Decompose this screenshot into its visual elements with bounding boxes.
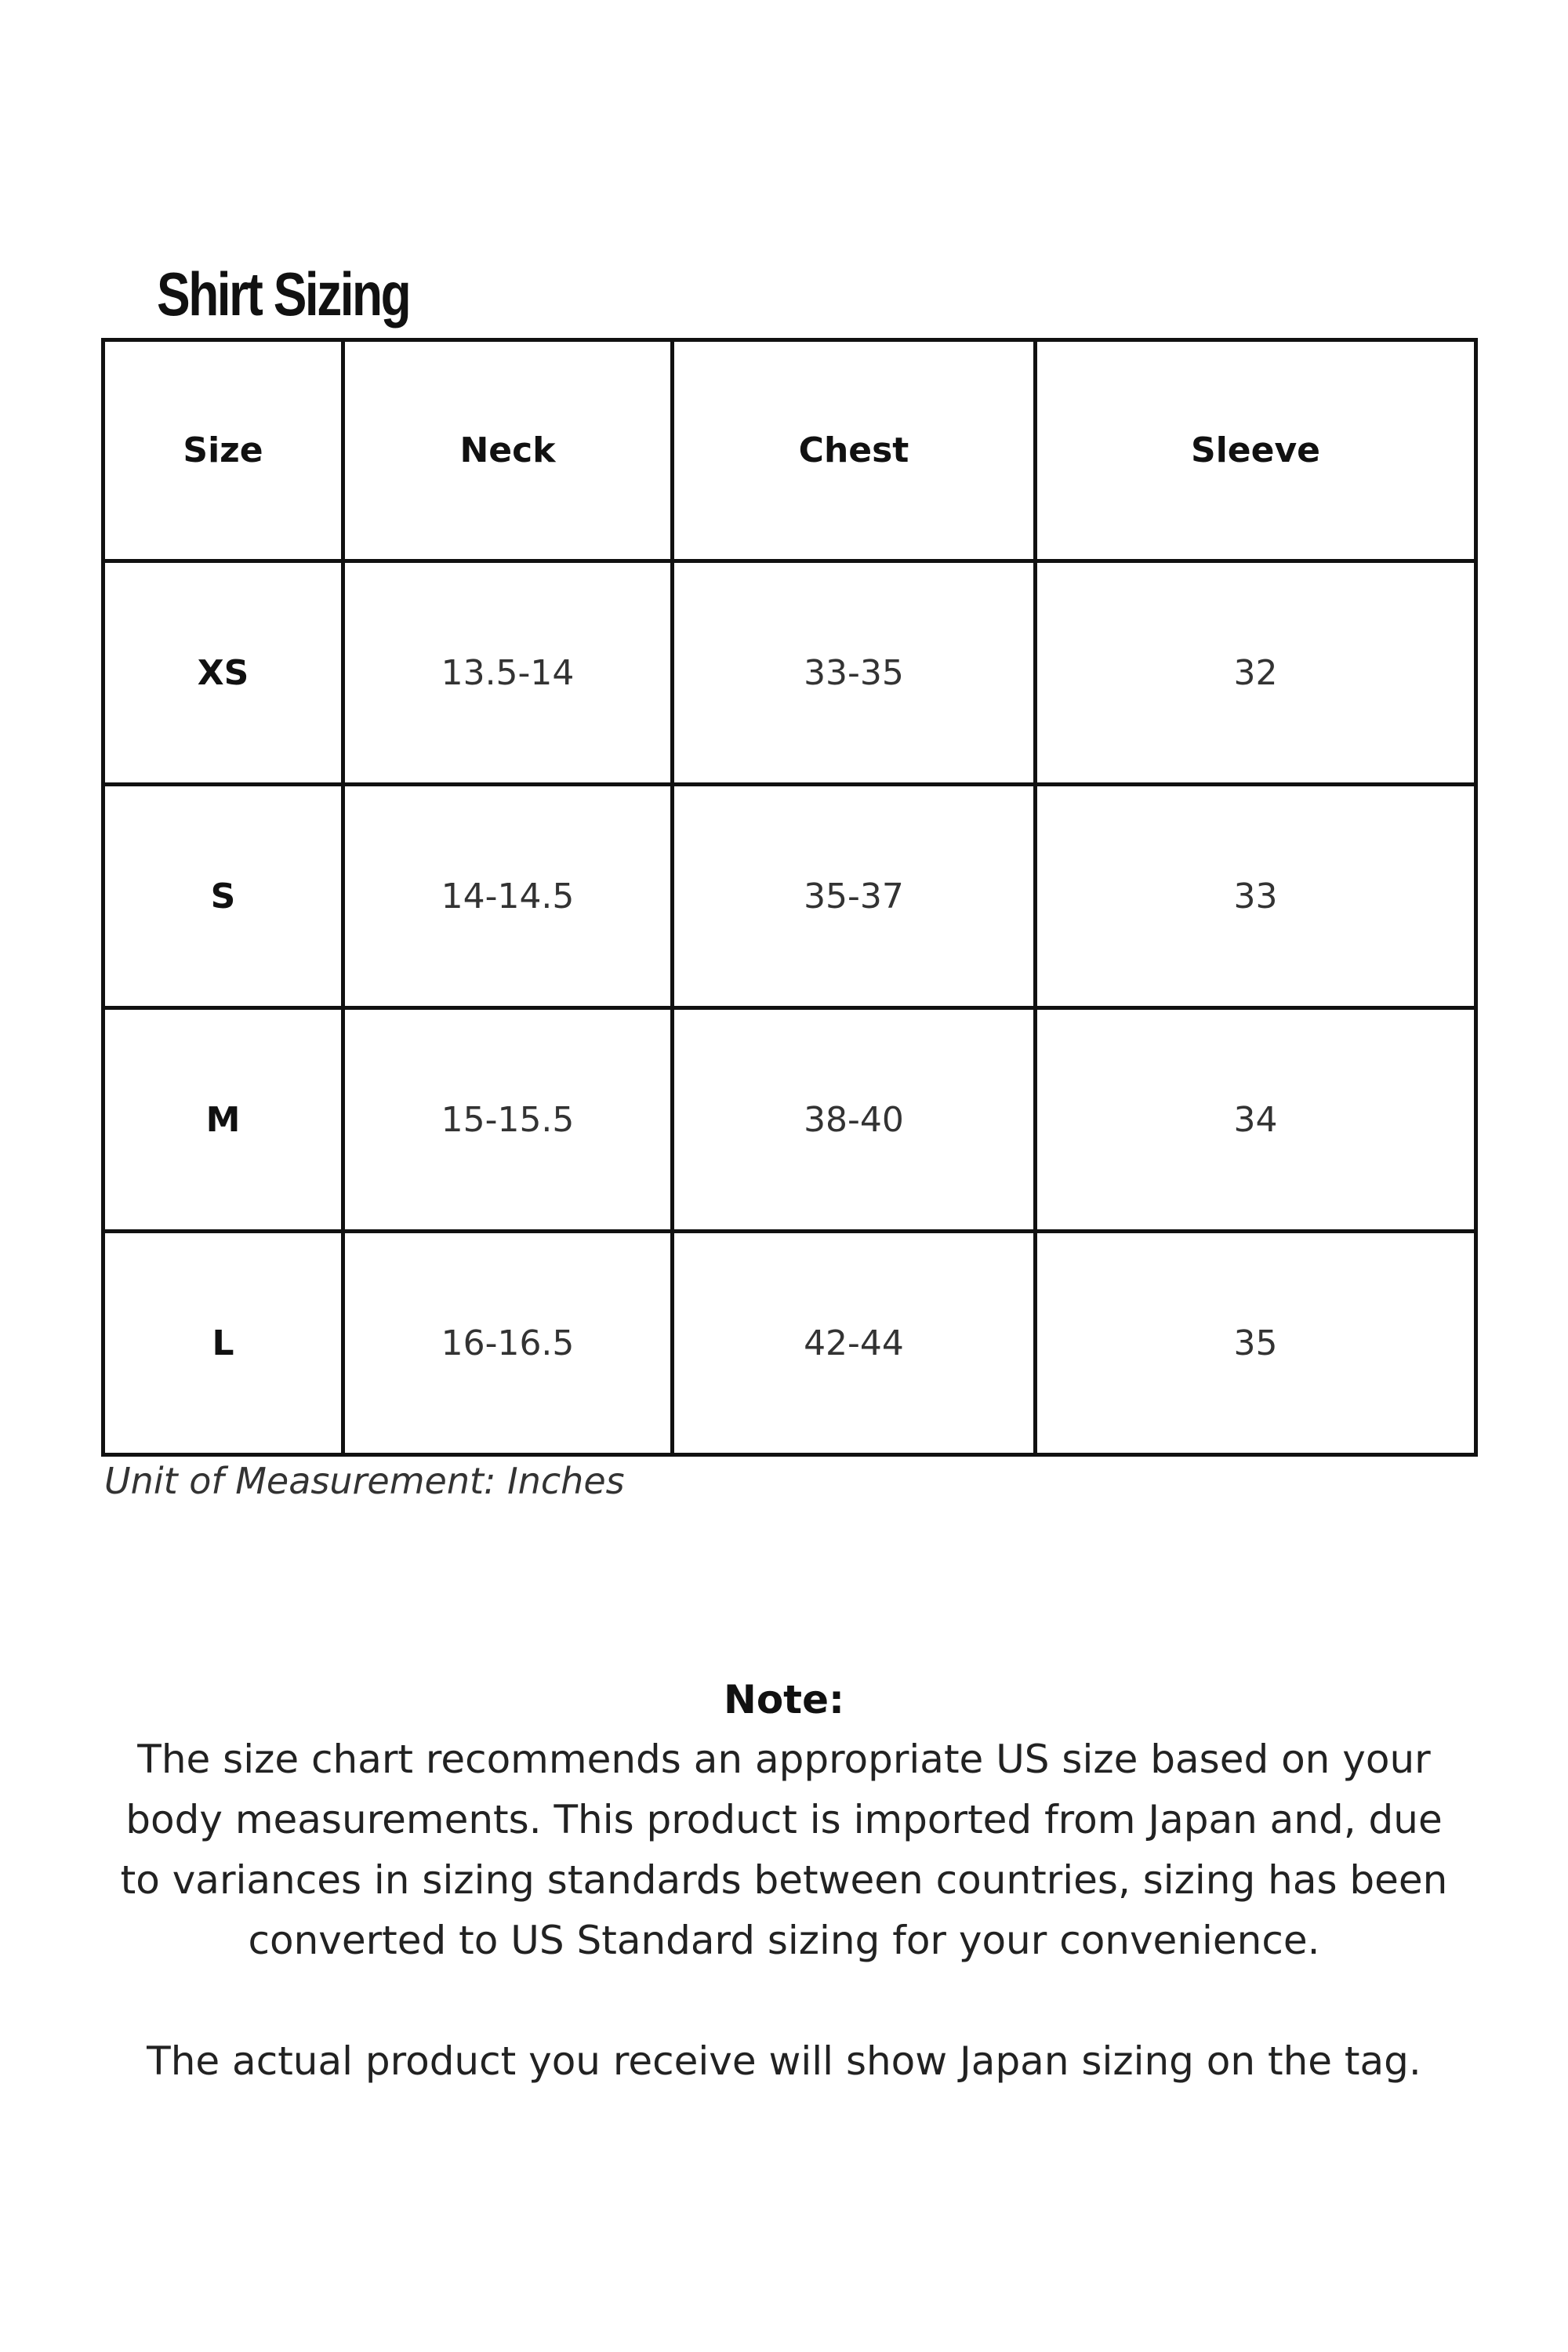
unit-of-measurement-caption: Unit of Measurement: Inches: [104, 1460, 625, 1502]
chest-cell: 35-37: [673, 785, 1036, 1008]
size-cell: S: [103, 785, 343, 1008]
size-cell: L: [103, 1232, 343, 1455]
size-chart-table: [101, 338, 1478, 1457]
neck-cell: 14-14.5: [343, 785, 673, 1008]
table-row: [103, 561, 1476, 785]
neck-cell: 16-16.5: [343, 1232, 673, 1455]
note-footer: The actual product you receive will show Japan sizing on the tag.: [147, 2038, 1421, 2084]
chest-cell: 33-35: [673, 561, 1036, 785]
neck-cell: 15-15.5: [343, 1008, 673, 1232]
column-header-size: Size: [103, 340, 343, 561]
note-heading: Note:: [723, 1677, 844, 1722]
sleeve-cell: 34: [1036, 1008, 1476, 1232]
note-body: The size chart recommends an appropriate US size based on your body measurements. This product is imported from Japan and, due to variances in sizing standards between countries, sizing has been converted to US Standard sizing for your convenience.: [120, 1737, 1448, 1963]
sleeve-cell: 32: [1036, 561, 1476, 785]
sleeve-cell: 33: [1036, 785, 1476, 1008]
chest-cell: 42-44: [673, 1232, 1036, 1455]
note-section: [118, 1670, 1450, 2092]
size-cell: M: [103, 1008, 343, 1232]
table-row: [103, 1232, 1476, 1455]
table-row: [103, 1008, 1476, 1232]
chest-cell: 38-40: [673, 1008, 1036, 1232]
page-title: Shirt Sizing: [157, 260, 410, 328]
column-header-chest: Chest: [673, 340, 1036, 561]
neck-cell: 13.5-14: [343, 561, 673, 785]
table-header-row: [103, 340, 1476, 561]
column-header-neck: Neck: [343, 340, 673, 561]
sleeve-cell: 35: [1036, 1232, 1476, 1455]
column-header-sleeve: Sleeve: [1036, 340, 1476, 561]
table-row: [103, 785, 1476, 1008]
size-cell: XS: [103, 561, 343, 785]
